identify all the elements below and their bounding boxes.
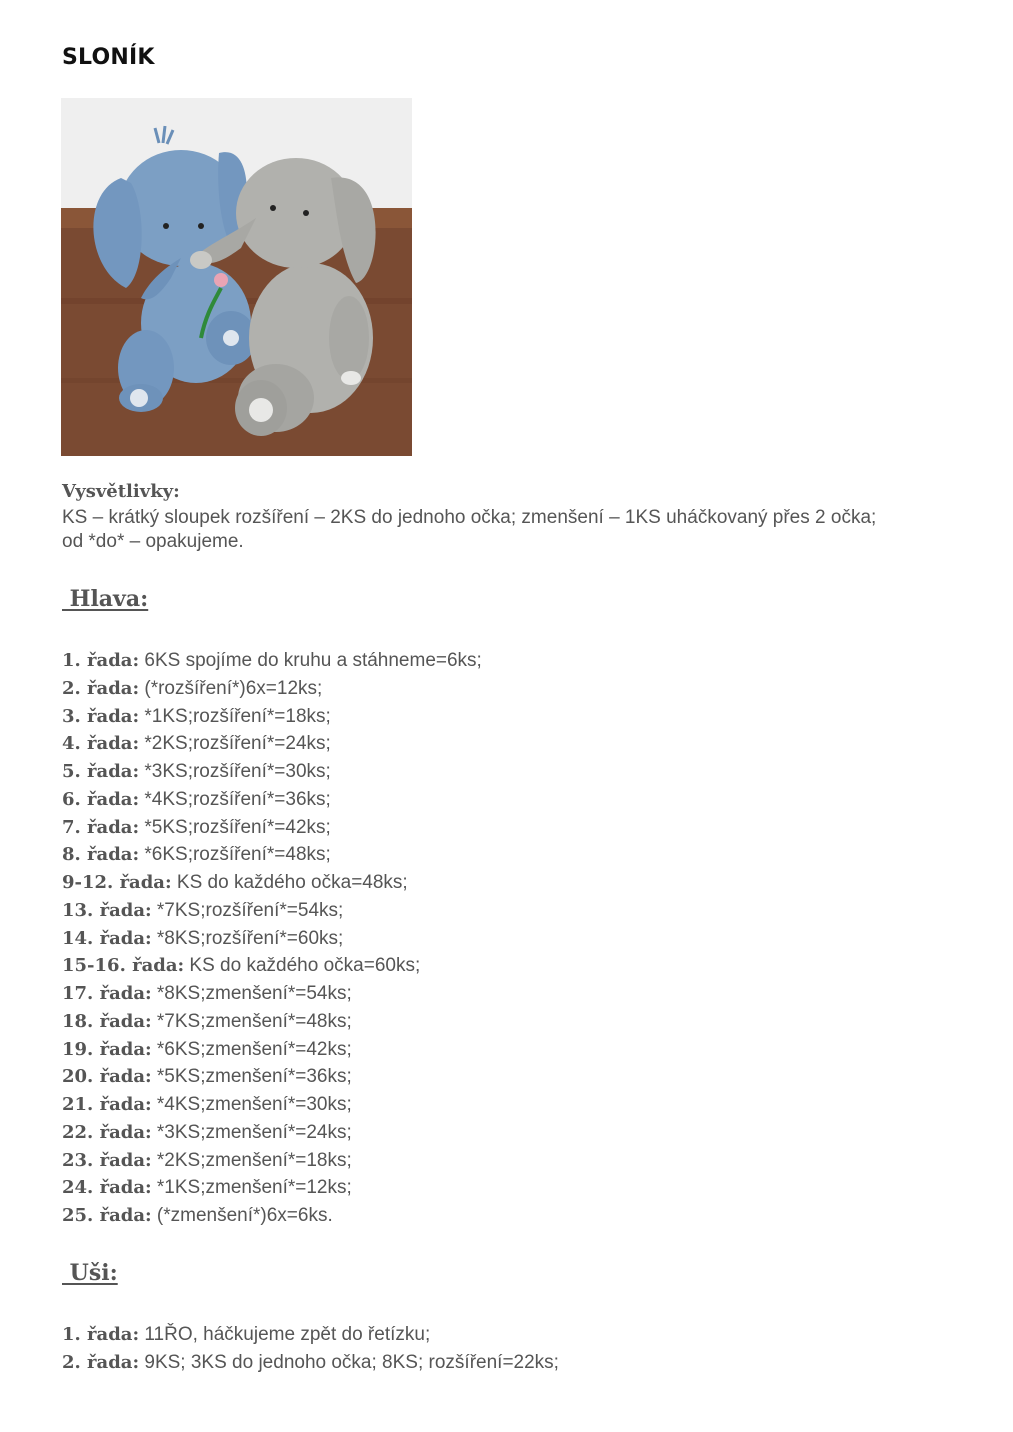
legend-line-1: KS – krátký sloupek rozšíření – 2KS do jednoho očka; zmenšení – 1KS uháčkovaný přes 2 očka; [62,507,877,528]
list-item [62,758,982,786]
row-label: 2. řada: [62,677,140,699]
row-label: 6. řada: [62,788,140,810]
row-label: 17. řada: [62,983,152,1004]
list-item [62,897,982,925]
row-label: 21. řada: [62,1094,152,1115]
row-text: 11ŘO, háčkujeme zpět do řetízku; [139,1324,431,1345]
row-label: 24. řada: [62,1177,152,1199]
legend-text [62,506,962,554]
list-item [62,1063,982,1091]
list-item [62,869,982,897]
list-item [62,814,982,842]
row-text: *5KS;rozšíření*=42ks; [139,816,331,838]
row-text: *7KS;rozšíření*=54ks; [151,899,344,921]
list-item [62,1091,982,1119]
row-label: 23. řada: [62,1149,152,1171]
page-title: SLONÍK [62,45,155,70]
row-text: 6KS spojíme do kruhu a stáhneme=6ks; [139,650,482,671]
list-item [62,675,982,703]
row-label: 3. řada: [62,705,140,727]
ears-rows-list [62,1321,982,1377]
row-text: (*rozšíření*)6x=12ks; [139,677,323,699]
row-text: *8KS;zmenšení*=54ks; [151,983,352,1004]
legend-line-2: od *do* – opakujeme. [62,531,244,552]
row-text: 9KS; 3KS do jednoho očka; 8KS; rozšíření=22ks; [139,1351,559,1373]
row-label: 18. řada: [62,1010,152,1032]
head-rows-list [62,647,982,1230]
row-text: *8KS;rozšíření*=60ks; [151,927,344,949]
row-label: 1. řada: [62,650,140,671]
list-item [62,1349,982,1377]
row-label: 9-12. řada: [62,872,172,893]
list-item [62,730,982,758]
row-text: *1KS;rozšíření*=18ks; [139,705,331,727]
row-label: 22. řada: [62,1121,152,1143]
row-text: *6KS;rozšíření*=48ks; [139,844,331,866]
row-label: 19. řada: [62,1038,152,1060]
row-text: KS do každého očka=60ks; [184,955,421,977]
row-label: 14. řada: [62,927,152,949]
list-item [62,703,982,731]
list-item [62,1147,982,1175]
list-item [62,925,982,953]
row-text: (*zmenšení*)6x=6ks. [151,1205,333,1226]
row-text: KS do každého očka=48ks; [171,872,408,893]
row-label: 2. řada: [62,1351,140,1373]
row-text: *7KS;zmenšení*=48ks; [151,1010,352,1032]
row-label: 15-16. řada: [62,955,185,977]
row-text: *2KS;zmenšení*=18ks; [151,1149,352,1171]
row-label: 8. řada: [62,844,140,866]
row-label: 7. řada: [62,816,140,838]
row-label: 20. řada: [62,1066,152,1088]
list-item [62,1321,982,1349]
list-item [62,647,982,675]
row-label: 5. řada: [62,761,140,782]
row-label: 25. řada: [62,1205,152,1226]
row-label: 1. řada: [62,1324,140,1345]
list-item [62,952,982,980]
crocheted-elephants-photo [61,98,412,456]
row-text: *3KS;zmenšení*=24ks; [151,1121,352,1143]
list-item [62,980,982,1008]
row-text: *6KS;zmenšení*=42ks; [151,1038,352,1060]
row-text: *4KS;zmenšení*=30ks; [151,1094,352,1115]
list-item [62,786,982,814]
list-item [62,841,982,869]
legend-heading: Vysvětlivky: [62,481,180,502]
section-heading-usi: Uši: [62,1260,118,1286]
row-label: 13. řada: [62,899,152,921]
list-item [62,1008,982,1036]
section-heading-hlava: Hlava: [62,586,149,612]
row-text: *4KS;rozšíření*=36ks; [139,788,331,810]
list-item [62,1119,982,1147]
row-text: *2KS;rozšíření*=24ks; [139,733,331,755]
list-item [62,1174,982,1202]
list-item [62,1036,982,1064]
row-text: *5KS;zmenšení*=36ks; [151,1066,352,1088]
row-label: 4. řada: [62,733,140,755]
row-text: *1KS;zmenšení*=12ks; [151,1177,352,1199]
list-item [62,1202,982,1230]
row-text: *3KS;rozšíření*=30ks; [139,761,331,782]
